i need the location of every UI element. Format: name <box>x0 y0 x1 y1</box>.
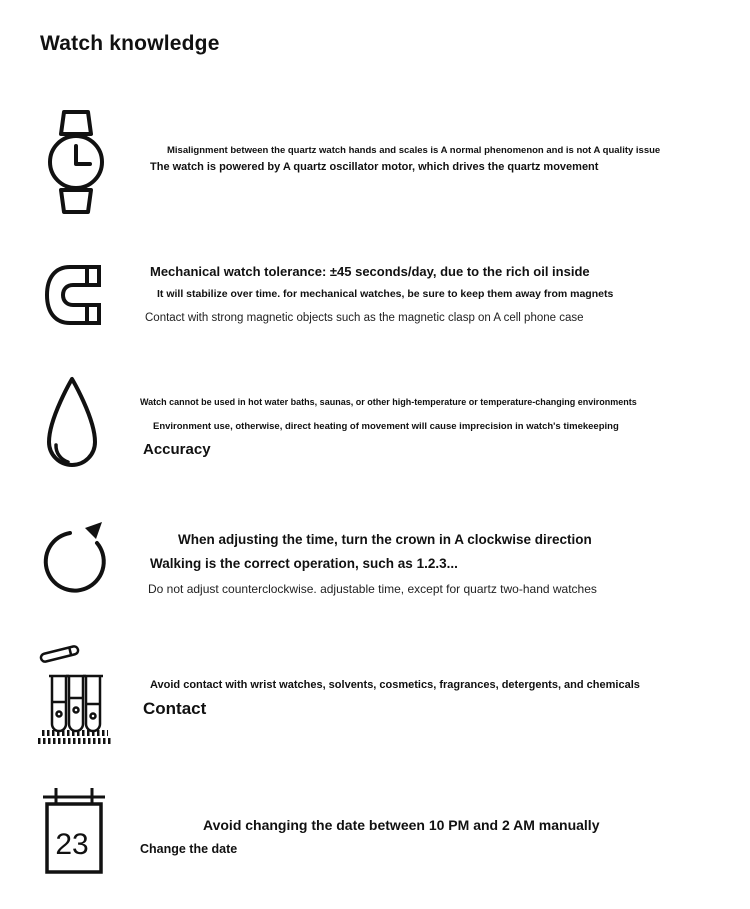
temperature-environment-note: Environment use, otherwise, direct heating of movement will cause imprecision in watch's timekeeping <box>153 421 619 432</box>
page-title: Watch knowledge <box>40 32 220 55</box>
magnet-icon <box>42 260 102 330</box>
watch-icon <box>45 110 107 214</box>
accuracy-heading: Accuracy <box>143 441 211 458</box>
rotate-clockwise-icon <box>42 516 108 600</box>
magnet-stabilize-note: It will stabilize over time. for mechanical watches, be sure to keep them away from magnets <box>157 288 614 300</box>
chemicals-icon <box>36 640 114 746</box>
temperature-warning-note: Watch cannot be used in hot water baths, saunas, or other high-temperature or temperature-changing environments <box>140 397 637 407</box>
magnet-tolerance-heading: Mechanical watch tolerance: ±45 seconds/day, due to the rich oil inside <box>150 264 590 279</box>
quartz-movement-note: The watch is powered by A quartz oscillator motor, which drives the quartz movement <box>150 161 599 173</box>
crown-clockwise-heading: When adjusting the time, turn the crown in A clockwise direction <box>178 532 592 547</box>
date-change-label: Change the date <box>140 842 238 856</box>
chemicals-avoid-note: Avoid contact with wrist watches, solvents, cosmetics, fragrances, detergents, and chemicals <box>150 679 640 691</box>
magnet-contact-note: Contact with strong magnetic objects such as the magnetic clasp on A cell phone case <box>145 312 584 324</box>
date-change-heading: Avoid changing the date between 10 PM and 2 AM manually <box>203 817 600 833</box>
calendar-day: 23 <box>55 828 89 861</box>
calendar-icon <box>42 786 106 876</box>
crown-counterclockwise-note: Do not adjust counterclockwise. adjustable time, except for quartz two-hand watches <box>148 582 597 596</box>
water-drop-icon <box>42 375 102 475</box>
crown-operation-heading: Walking is the correct operation, such as 1.2.3... <box>150 556 458 571</box>
contact-heading: Contact <box>143 699 207 718</box>
quartz-misalignment-note: Misalignment between the quartz watch hands and scales is A normal phenomenon and is not A quality issue <box>167 145 661 156</box>
